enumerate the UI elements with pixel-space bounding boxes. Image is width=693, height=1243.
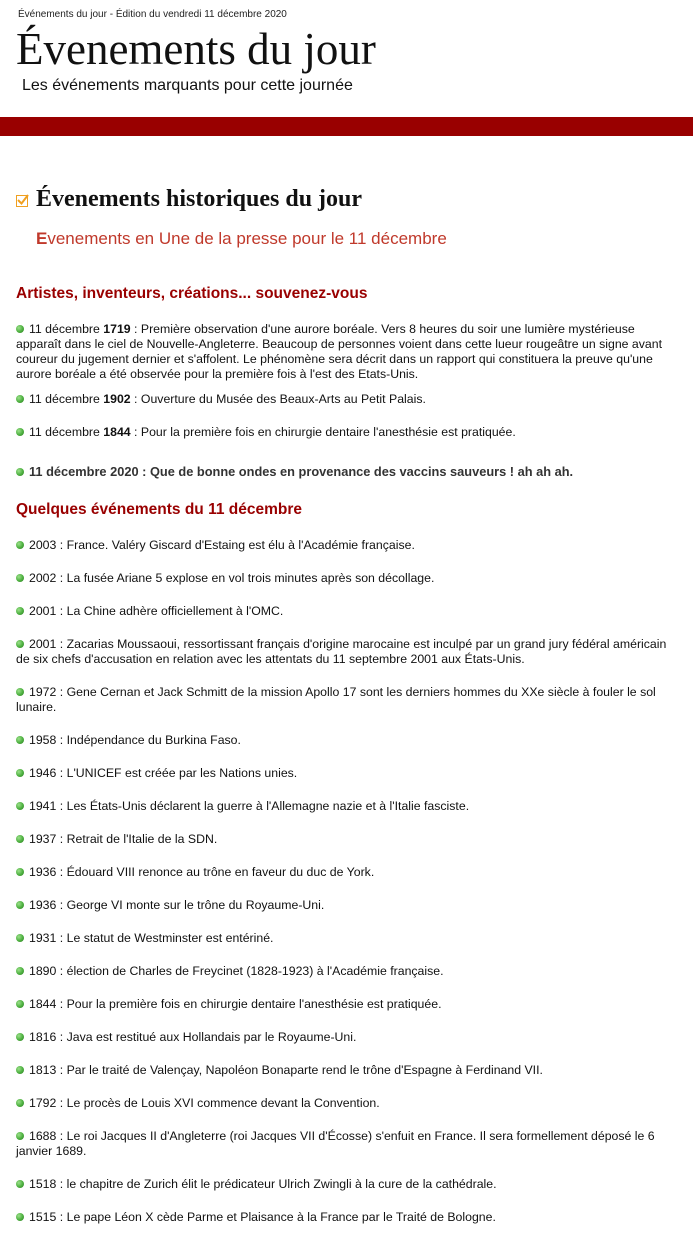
bullet-icon bbox=[16, 640, 24, 648]
bullet-icon bbox=[16, 325, 24, 333]
press-initial: E bbox=[36, 229, 48, 248]
bullet-icon bbox=[16, 395, 24, 403]
events-heading: Quelques événements du 11 décembre bbox=[16, 501, 303, 518]
bullet-icon bbox=[16, 802, 24, 810]
event-item bbox=[16, 538, 678, 553]
press-link[interactable] bbox=[36, 229, 447, 249]
event-item bbox=[16, 1129, 678, 1159]
event-item bbox=[16, 1210, 678, 1225]
bullet-icon bbox=[16, 428, 24, 436]
site-title[interactable]: Évenements du jour bbox=[16, 24, 376, 74]
event-item bbox=[16, 898, 678, 913]
event-item-text: 1936 : Édouard VIII renonce au trône en faveur du duc de York. bbox=[29, 865, 375, 879]
event-item bbox=[16, 637, 678, 667]
event-item bbox=[16, 931, 678, 946]
edition-line: Événements du jour - Édition du vendredi 11 décembre 2020 bbox=[18, 9, 287, 20]
check-mark bbox=[18, 195, 28, 204]
bullet-icon bbox=[16, 967, 24, 975]
bullet-icon bbox=[16, 1180, 24, 1188]
event-item-text: 2001 : La Chine adhère officiellement à l'OMC. bbox=[29, 604, 284, 618]
artist-special-text: 11 décembre 2020 : Que de bonne ondes en provenance des vaccins sauveurs ! ah ah ah. bbox=[29, 464, 574, 479]
artist-item-year[interactable]: 1844 bbox=[103, 425, 131, 439]
artist-item-special bbox=[16, 464, 678, 479]
event-item-text: 1946 : L'UNICEF est créée par les Nations unies. bbox=[29, 766, 298, 780]
event-item-text: 2002 : La fusée Ariane 5 explose en vol trois minutes après son décollage. bbox=[29, 571, 435, 585]
event-item-text: 1890 : élection de Charles de Freycinet (1828-1923) à l'Académie française. bbox=[29, 964, 444, 978]
artist-item-prefix: 11 décembre bbox=[29, 425, 104, 439]
bullet-icon bbox=[16, 868, 24, 876]
event-item-text: 1515 : Le pape Léon X cède Parme et Plaisance à la France par le Traité de Bologne. bbox=[29, 1210, 496, 1224]
event-item-text: 1958 : Indépendance du Burkina Faso. bbox=[29, 733, 241, 747]
event-item bbox=[16, 865, 678, 880]
artist-item-year[interactable]: 1719 bbox=[103, 322, 131, 336]
event-item bbox=[16, 1177, 678, 1192]
bullet-icon bbox=[16, 468, 24, 476]
event-item-text: 1688 : Le roi Jacques II d'Angleterre (roi Jacques VII d'Écosse) s'enfuit en France. Il sera formellement déposé le 6 janvier 1689. bbox=[16, 1129, 655, 1158]
event-item bbox=[16, 799, 678, 814]
event-item bbox=[16, 1096, 678, 1111]
event-item bbox=[16, 1063, 678, 1078]
artist-item bbox=[16, 425, 678, 440]
event-item bbox=[16, 766, 678, 781]
event-item-text: 1518 : le chapitre de Zurich élit le prédicateur Ulrich Zwingli à la cure de la cathédrale. bbox=[29, 1177, 497, 1191]
event-item-text: 1936 : George VI monte sur le trône du Royaume-Uni. bbox=[29, 898, 325, 912]
bullet-icon bbox=[16, 934, 24, 942]
event-item bbox=[16, 604, 678, 619]
event-item bbox=[16, 1030, 678, 1045]
event-item bbox=[16, 964, 678, 979]
event-item-text: 1931 : Le statut de Westminster est entériné. bbox=[29, 931, 274, 945]
event-item-text: 1792 : Le procès de Louis XVI commence devant la Convention. bbox=[29, 1096, 380, 1110]
bullet-icon bbox=[16, 1132, 24, 1140]
checkbox-icon bbox=[16, 195, 28, 207]
header-band bbox=[0, 117, 693, 136]
bullet-icon bbox=[16, 1213, 24, 1221]
bullet-icon bbox=[16, 1033, 24, 1041]
bullet-icon bbox=[16, 1099, 24, 1107]
bullet-icon bbox=[16, 607, 24, 615]
bullet-icon bbox=[16, 574, 24, 582]
event-item-text: 1813 : Par le traité de Valençay, Napoléon Bonaparte rend le trône d'Espagne à Ferdinand VII. bbox=[29, 1063, 543, 1077]
artist-item-prefix: 11 décembre bbox=[29, 392, 104, 406]
bullet-icon bbox=[16, 901, 24, 909]
artist-item-prefix: 11 décembre bbox=[29, 322, 104, 336]
bullet-icon bbox=[16, 736, 24, 744]
bullet-icon bbox=[16, 769, 24, 777]
artists-heading: Artistes, inventeurs, créations... souvenez-vous bbox=[16, 285, 368, 302]
artist-item-year[interactable]: 1902 bbox=[103, 392, 131, 406]
event-item bbox=[16, 733, 678, 748]
event-item-text: 1816 : Java est restitué aux Hollandais par le Royaume-Uni. bbox=[29, 1030, 357, 1044]
event-item-text: 1844 : Pour la première fois en chirurgie dentaire l'anesthésie est pratiquée. bbox=[29, 997, 442, 1011]
event-item-text: 2003 : France. Valéry Giscard d'Estaing est élu à l'Académie française. bbox=[29, 538, 415, 552]
artist-item-text: : Pour la première fois en chirurgie dentaire l'anesthésie est pratiquée. bbox=[130, 425, 516, 439]
bullet-icon bbox=[16, 835, 24, 843]
artist-item bbox=[16, 392, 678, 407]
event-item-text: 1937 : Retrait de l'Italie de la SDN. bbox=[29, 832, 218, 846]
event-item bbox=[16, 571, 678, 586]
artist-item-text: : Ouverture du Musée des Beaux-Arts au Petit Palais. bbox=[130, 392, 426, 406]
artist-item-text: : Première observation d'une aurore boréale. Vers 8 heures du soir une lumière mystérieuse apparaît dans le ciel de Nouvelle-Angleterre. Beaucoup de personnes voient dans cette lueur rougeâtre un signe avant coureur du jugement dernier et s'affolent. Le phénomène sera décrit dans un rapport qui constituera la preuve qu'une aurore boréale a été observée pour la première fois à l'est des Etats-Unis. bbox=[16, 322, 663, 381]
event-item-text: 2001 : Zacarias Moussaoui, ressortissant français d'origine marocaine est inculpé par un grand jury fédéral américain de six chefs d'accusation en relation avec les attentats du 11 septembre 2001 aux États-Unis. bbox=[16, 637, 667, 666]
bullet-icon bbox=[16, 1066, 24, 1074]
artist-item bbox=[16, 322, 678, 382]
bullet-icon bbox=[16, 1000, 24, 1008]
event-item bbox=[16, 997, 678, 1012]
bullet-icon bbox=[16, 541, 24, 549]
site-subtitle: Les événements marquants pour cette journée bbox=[22, 77, 353, 94]
event-item-text: 1972 : Gene Cernan et Jack Schmitt de la mission Apollo 17 sont les derniers hommes du XXe siècle à fouler le sol lunaire. bbox=[16, 685, 656, 714]
section-historical bbox=[16, 186, 362, 213]
event-item-text: 1941 : Les États-Unis déclarent la guerre à l'Allemagne nazie et à l'Italie fasciste. bbox=[29, 799, 470, 813]
historical-heading: Évenements historiques du jour bbox=[36, 186, 363, 212]
event-item bbox=[16, 685, 678, 715]
bullet-icon bbox=[16, 688, 24, 696]
event-item bbox=[16, 832, 678, 847]
press-text: venements en Une de la presse pour le 11 décembre bbox=[47, 229, 447, 248]
